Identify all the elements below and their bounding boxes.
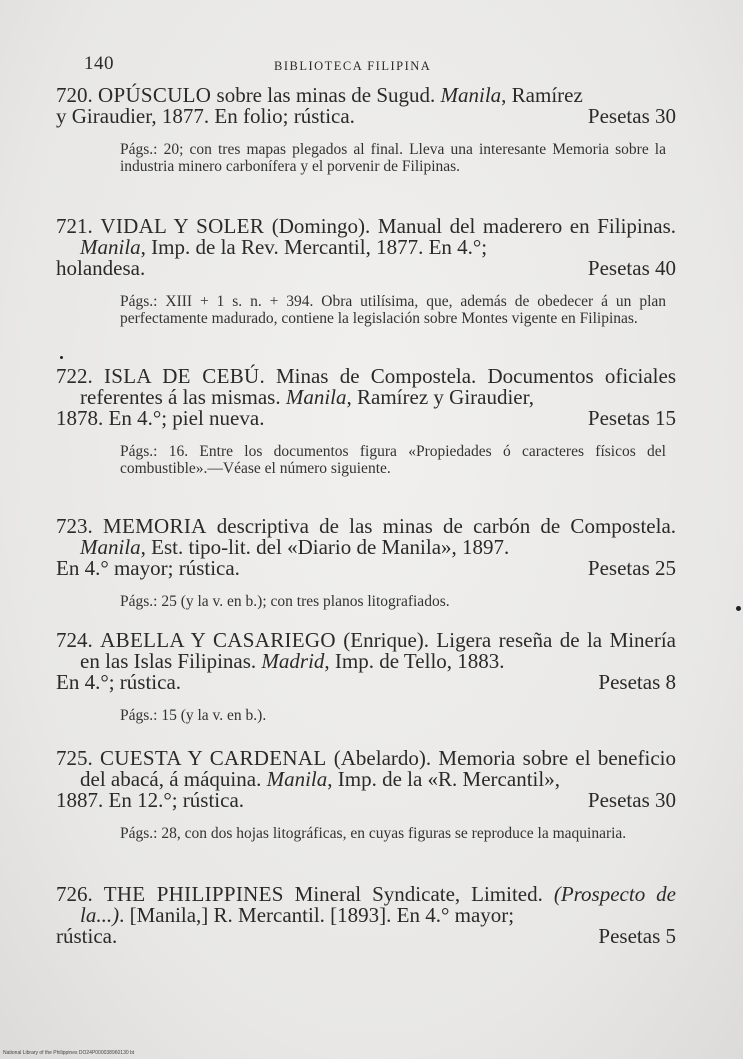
entry-name: OPÚSCULO [98, 83, 212, 107]
entry-name: VIDAL Y SOLER [100, 214, 265, 238]
entry-note: Págs.: XIII + 1 s. n. + 394. Obra utilísima, que, además de obedecer á un plan perfectamente madurado, contiene la legislación sobre Montes vigente en Filipinas. [120, 293, 666, 327]
page-header [84, 53, 681, 77]
entry-price: Pesetas 5 [598, 924, 676, 948]
entry-price: Pesetas 30 [587, 788, 676, 812]
entry-text: (Domingo). Manual del maderero en Filipinas. [264, 214, 676, 238]
entry-format: En 4.°; rústica. [56, 670, 182, 694]
entry-price-line [56, 788, 676, 812]
catalog-entry-720 [56, 85, 676, 175]
entry-note: Págs.: 20; con tres mapas plegados al final. Lleva una interesante Memoria sobre la industria minero carbonífera y el porvenir de Filipinas. [120, 141, 666, 175]
entry-note: Págs.: 25 (y la v. en b.); con tres planos litografiados. [120, 593, 450, 610]
entry-format: En 4.° mayor; rústica. [56, 556, 240, 580]
entry-main-text [56, 216, 676, 279]
entry-publisher: , Ramírez y Giraudier, [346, 385, 535, 409]
entry-number: 722. [56, 364, 93, 388]
entry-format: 1878. En 4.°; piel nueva. [56, 406, 265, 430]
entry-number: 723. [56, 514, 93, 538]
entry-price: Pesetas 15 [587, 406, 676, 430]
entry-text: sobre las minas de Sugud. [211, 83, 441, 107]
entry-main-text [56, 85, 676, 127]
entry-main-text [56, 884, 676, 947]
entry-price-line [56, 556, 676, 580]
entry-price-line [56, 924, 676, 948]
entry-name: THE PHILIPPINES [103, 882, 284, 906]
catalog-entry-721 [56, 216, 676, 327]
entry-publisher: , Imp. de la Rev. Mercantil, 1877. En 4.°; [140, 235, 488, 259]
entry-price-line [56, 256, 676, 280]
catalog-entry-723 [56, 516, 676, 610]
ink-speck [736, 606, 741, 611]
entry-number: 720. [56, 83, 93, 107]
entry-format: y Giraudier, 1877. En folio; rústica. [56, 104, 355, 128]
entry-name: CUESTA Y CARDENAL [100, 746, 327, 770]
entry-number: 726. [56, 882, 93, 906]
entry-place: Manila [266, 767, 328, 791]
catalog-entry-726 [56, 884, 676, 947]
entry-note: Págs.: 28, con dos hojas litográficas, en cuyas figuras se reproduce la maquinaria. [120, 825, 627, 842]
entry-main-text [56, 630, 676, 693]
entry-text: Mineral Syndicate, Limited. [283, 882, 554, 906]
entry-place: Manila [285, 385, 347, 409]
entry-publisher: , Imp. de Tello, 1883. [324, 649, 505, 673]
entry-price-line [56, 670, 676, 694]
entry-main-text [56, 366, 676, 429]
entry-price-line [56, 406, 676, 430]
entry-price: Pesetas 25 [587, 556, 676, 580]
page-number: 140 [84, 53, 114, 74]
entry-price-line [56, 104, 676, 128]
entry-text: . Minas de Compostela. Documentos oficiales referentes á las mismas. [80, 364, 677, 409]
entry-format: rústica. [56, 924, 118, 948]
entry-publisher: , Est. tipo-lit. del «Diario de Manila», 1897. [140, 535, 510, 559]
entry-number: 724. [56, 628, 93, 652]
entry-main-text [56, 516, 676, 579]
ink-speck [60, 356, 63, 359]
catalog-entry-722 [56, 366, 676, 477]
entry-publisher: , Ramírez [501, 83, 583, 107]
entry-publisher: , Imp. de la «R. Mercantil», [327, 767, 560, 791]
entry-number: 721. [56, 214, 93, 238]
entry-text: descriptiva de las minas de carbón de Compostela. [206, 514, 677, 538]
entry-name: MEMORIA [102, 514, 207, 538]
entry-note: Págs.: 15 (y la v. en b.). [120, 707, 267, 724]
scan-credit: National Library of the Philippines DO24P000038960130 bt [3, 1050, 135, 1056]
entry-place: Madrid [261, 649, 325, 673]
entry-place: Manila [440, 83, 502, 107]
entry-publisher: . [Manila,] R. Mercantil. [1893]. En 4.° mayor; [119, 903, 515, 927]
entry-main-text [56, 748, 676, 811]
entry-format: 1887. En 12.°; rústica. [56, 788, 245, 812]
catalog-entry-724 [56, 630, 676, 724]
entry-place: (Prospecto de la...) [80, 882, 676, 927]
entry-place: Manila [80, 535, 141, 559]
entry-price: Pesetas 8 [598, 670, 676, 694]
entry-name: ISLA DE CEBÚ [103, 364, 260, 388]
entry-name: ABELLA Y CASARIEGO [100, 628, 336, 652]
entry-place: Manila [80, 235, 141, 259]
entry-text: (Abelardo). Memoria sobre el beneficio del abacá, á máquina. [80, 746, 676, 791]
catalog-entry-725 [56, 748, 676, 842]
entry-text: (Enrique). Ligera reseña de la Minería en las Islas Filipinas. [80, 628, 676, 673]
entry-price: Pesetas 30 [587, 104, 676, 128]
entry-note: Págs.: 16. Entre los documentos figura «Propiedades ó caracteres físicos del combustible».—Véase el número siguiente. [120, 443, 666, 477]
entry-format: holandesa. [56, 256, 146, 280]
running-title: BIBLIOTECA FILIPINA [274, 59, 432, 73]
entry-price: Pesetas 40 [587, 256, 676, 280]
entry-number: 725. [56, 746, 93, 770]
